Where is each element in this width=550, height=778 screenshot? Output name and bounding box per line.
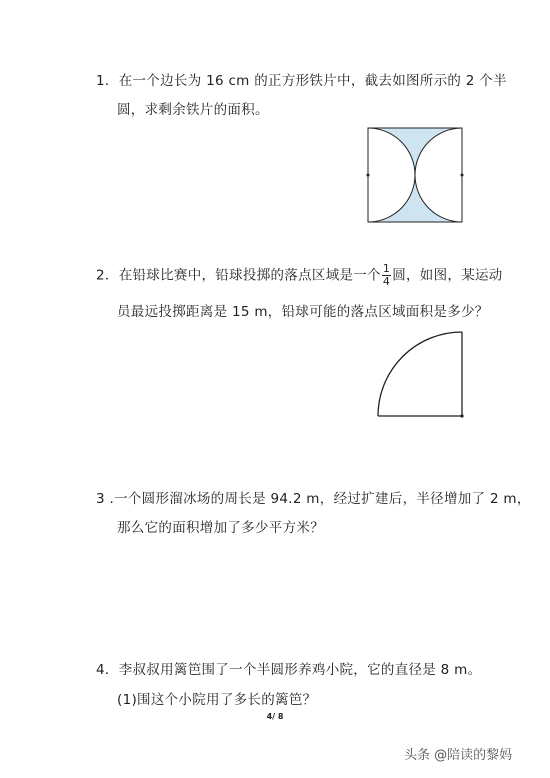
problem-2-text-after: 圆，如图，某运动: [392, 267, 503, 284]
problem-2-line-2: 员最远投掷距离是 15 m，铅球可能的落点区域面积是多少？: [117, 304, 489, 320]
problem-3-line-2: 那么它的面积增加了多少平方米？: [117, 520, 324, 536]
problem-1-line-1: 1．在一个边长为 16 cm 的正方形铁片中，截去如图所示的 2 个半: [96, 73, 507, 89]
fraction-numerator: 1: [382, 262, 391, 275]
problem-4-line-1: 4．李叔叔用篱笆围了一个半圆形养鸡小院，它的直径是 8 m。: [96, 662, 482, 678]
problem-1-line-2: 圆，求剩余铁片的面积。: [117, 102, 269, 118]
fraction-denominator: 4: [382, 275, 391, 288]
quarter-circle-arc: [378, 332, 462, 416]
quarter-circle-center-dot: [460, 414, 463, 417]
page-number: 4/ 8: [266, 712, 284, 721]
problem-2-text-before: 2．在铅球比赛中，铅球投掷的落点区域是一个: [96, 267, 381, 284]
problem-4-line-2: (1)围这个小院用了多长的篱笆？: [117, 692, 317, 708]
problem-3-line-1: 3 .一个圆形溜冰场的周长是 94.2 m，经过扩建后，半径增加了 2 m，: [96, 491, 531, 507]
watermark: 头条 @陪读的黎妈: [404, 748, 513, 763]
